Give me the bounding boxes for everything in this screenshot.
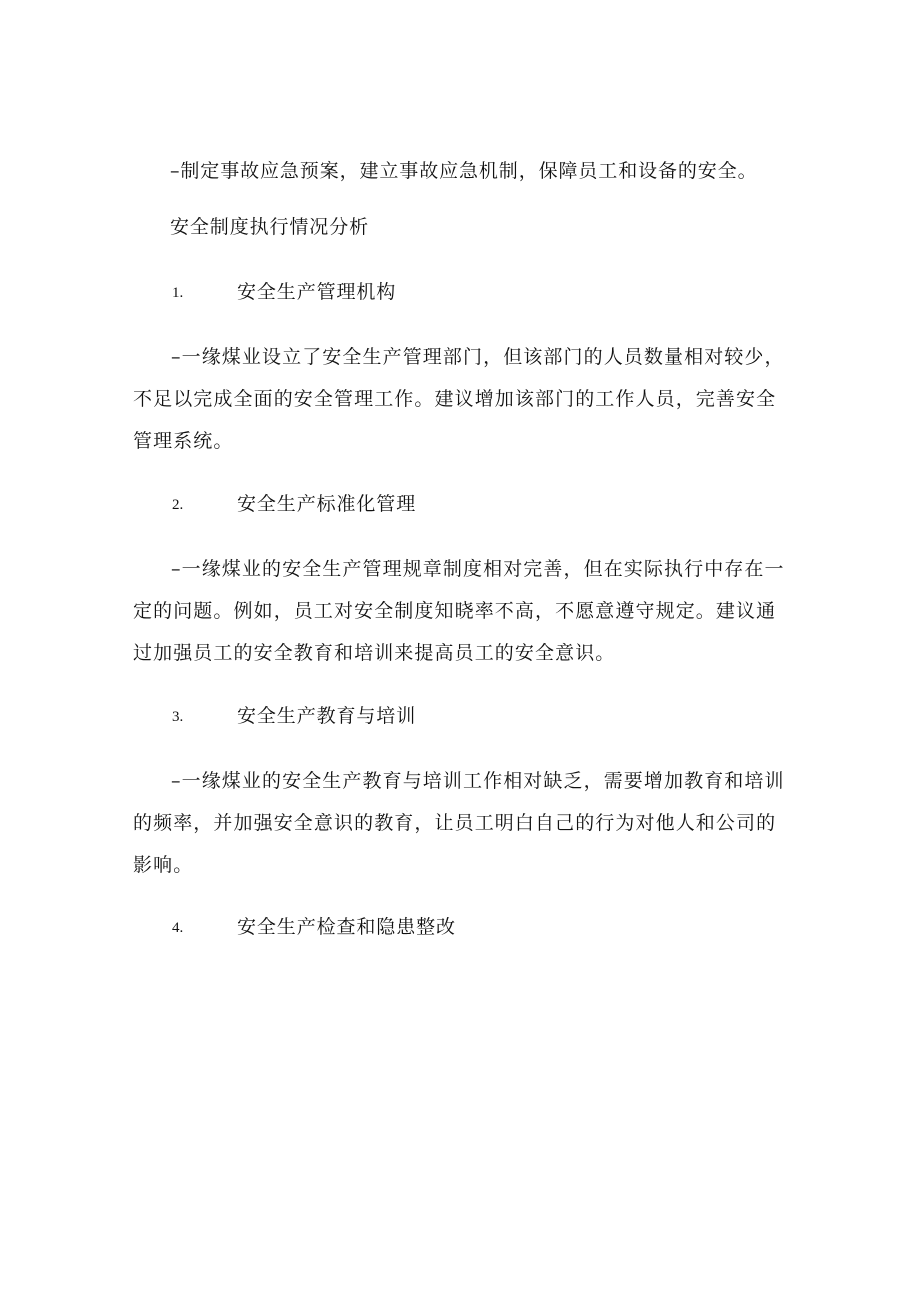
item-body: –一缘煤业的安全生产管理规章制度相对完善，但在实际执行中存在一定的问题。例如，员工对安全制度知晓率不高，不愿意遵守规定。建议通过加强员工的安全教育和培训来提高员工的安全意识。 [133, 558, 785, 664]
item-title: 安全生产教育与培训 [237, 705, 417, 727]
item-body: –一缘煤业设立了安全生产管理部门，但该部门的人员数量相对较少，不足以完成全面的安全管理工作。建议增加该部门的工作人员，完善安全管理系统。 [133, 346, 785, 452]
intro-paragraph: –制定事故应急预案，建立事故应急机制，保障员工和设备的安全。 [170, 160, 758, 182]
item-title: 安全生产检查和隐患整改 [237, 916, 456, 938]
item-number: 3. [172, 709, 184, 725]
item-title: 安全生产管理机构 [237, 281, 397, 303]
item-title: 安全生产标准化管理 [237, 493, 417, 515]
item-number: 2. [172, 497, 184, 513]
item-body: –一缘煤业的安全生产教育与培训工作相对缺乏，需要增加教育和培训的频率，并加强安全意识的教育，让员工明白自己的行为对他人和公司的影响。 [133, 770, 785, 876]
section-heading: 安全制度执行情况分析 [170, 216, 370, 238]
item-number: 1. [172, 285, 184, 301]
item-number: 4. [172, 920, 184, 936]
